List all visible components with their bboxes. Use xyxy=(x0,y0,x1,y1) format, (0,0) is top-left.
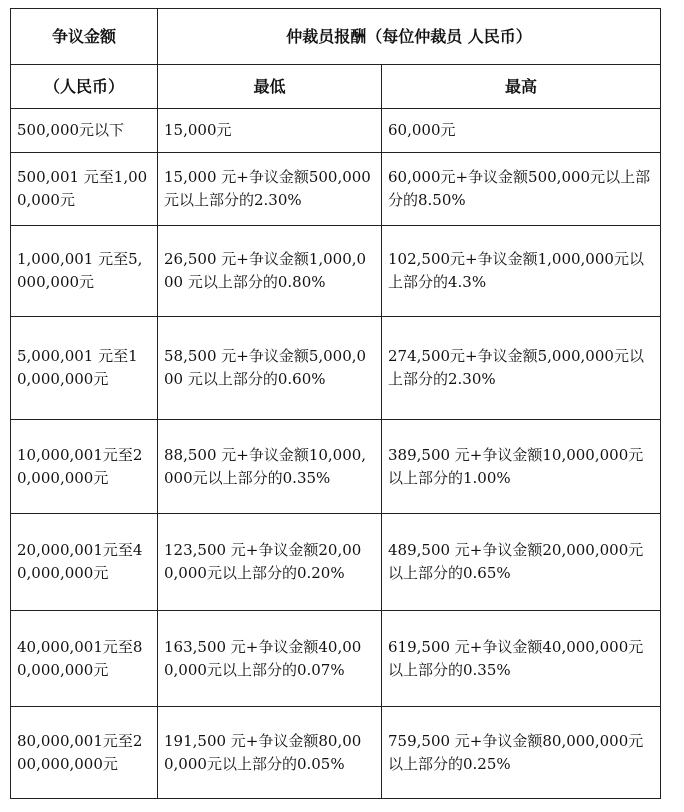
header-row-2 xyxy=(11,65,661,109)
amount-cell: 40,000,001元至80,000,000元 xyxy=(11,611,158,707)
min-fee-cell: 191,500 元+争议金额80,000,000元以上部分的0.05% xyxy=(158,707,382,799)
header-amount-unit: （人民币） xyxy=(11,65,158,109)
table-row xyxy=(11,153,661,226)
header-row-1 xyxy=(11,9,661,65)
table-row xyxy=(11,109,661,153)
header-min: 最低 xyxy=(158,65,382,109)
fee-table-container xyxy=(10,8,661,799)
table-row xyxy=(11,707,661,799)
amount-cell: 1,000,001 元至5,000,000元 xyxy=(11,226,158,317)
table-row xyxy=(11,514,661,611)
table-row xyxy=(11,420,661,514)
amount-cell: 500,000元以下 xyxy=(11,109,158,153)
amount-cell: 5,000,001 元至10,000,000元 xyxy=(11,317,158,420)
header-amount: 争议金额 xyxy=(11,9,158,65)
min-fee-cell: 123,500 元+争议金额20,000,000元以上部分的0.20% xyxy=(158,514,382,611)
max-fee-cell: 759,500 元+争议金额80,000,000元以上部分的0.25% xyxy=(382,707,661,799)
amount-cell: 80,000,001元至200,000,000元 xyxy=(11,707,158,799)
max-fee-cell: 619,500 元+争议金额40,000,000元以上部分的0.35% xyxy=(382,611,661,707)
amount-cell: 20,000,001元至40,000,000元 xyxy=(11,514,158,611)
amount-cell: 10,000,001元至20,000,000元 xyxy=(11,420,158,514)
min-fee-cell: 58,500 元+争议金额5,000,000 元以上部分的0.60% xyxy=(158,317,382,420)
max-fee-cell: 274,500元+争议金额5,000,000元以上部分的2.30% xyxy=(382,317,661,420)
header-max: 最高 xyxy=(382,65,661,109)
min-fee-cell: 163,500 元+争议金额40,000,000元以上部分的0.07% xyxy=(158,611,382,707)
min-fee-cell: 88,500 元+争议金额10,000,000元以上部分的0.35% xyxy=(158,420,382,514)
max-fee-cell: 489,500 元+争议金额20,000,000元以上部分的0.65% xyxy=(382,514,661,611)
min-fee-cell: 15,000 元+争议金额500,000 元以上部分的2.30% xyxy=(158,153,382,226)
header-fee-group: 仲裁员报酬（每位仲裁员 人民币） xyxy=(158,9,661,65)
max-fee-cell: 389,500 元+争议金额10,000,000元以上部分的1.00% xyxy=(382,420,661,514)
min-fee-cell: 26,500 元+争议金额1,000,000 元以上部分的0.80% xyxy=(158,226,382,317)
min-fee-cell: 15,000元 xyxy=(158,109,382,153)
amount-cell: 500,001 元至1,000,000元 xyxy=(11,153,158,226)
table-row xyxy=(11,611,661,707)
table-row xyxy=(11,226,661,317)
max-fee-cell: 60,000元 xyxy=(382,109,661,153)
max-fee-cell: 102,500元+争议金额1,000,000元以上部分的4.3% xyxy=(382,226,661,317)
arbitrator-fee-table xyxy=(10,8,661,799)
max-fee-cell: 60,000元+争议金额500,000元以上部分的8.50% xyxy=(382,153,661,226)
table-row xyxy=(11,317,661,420)
